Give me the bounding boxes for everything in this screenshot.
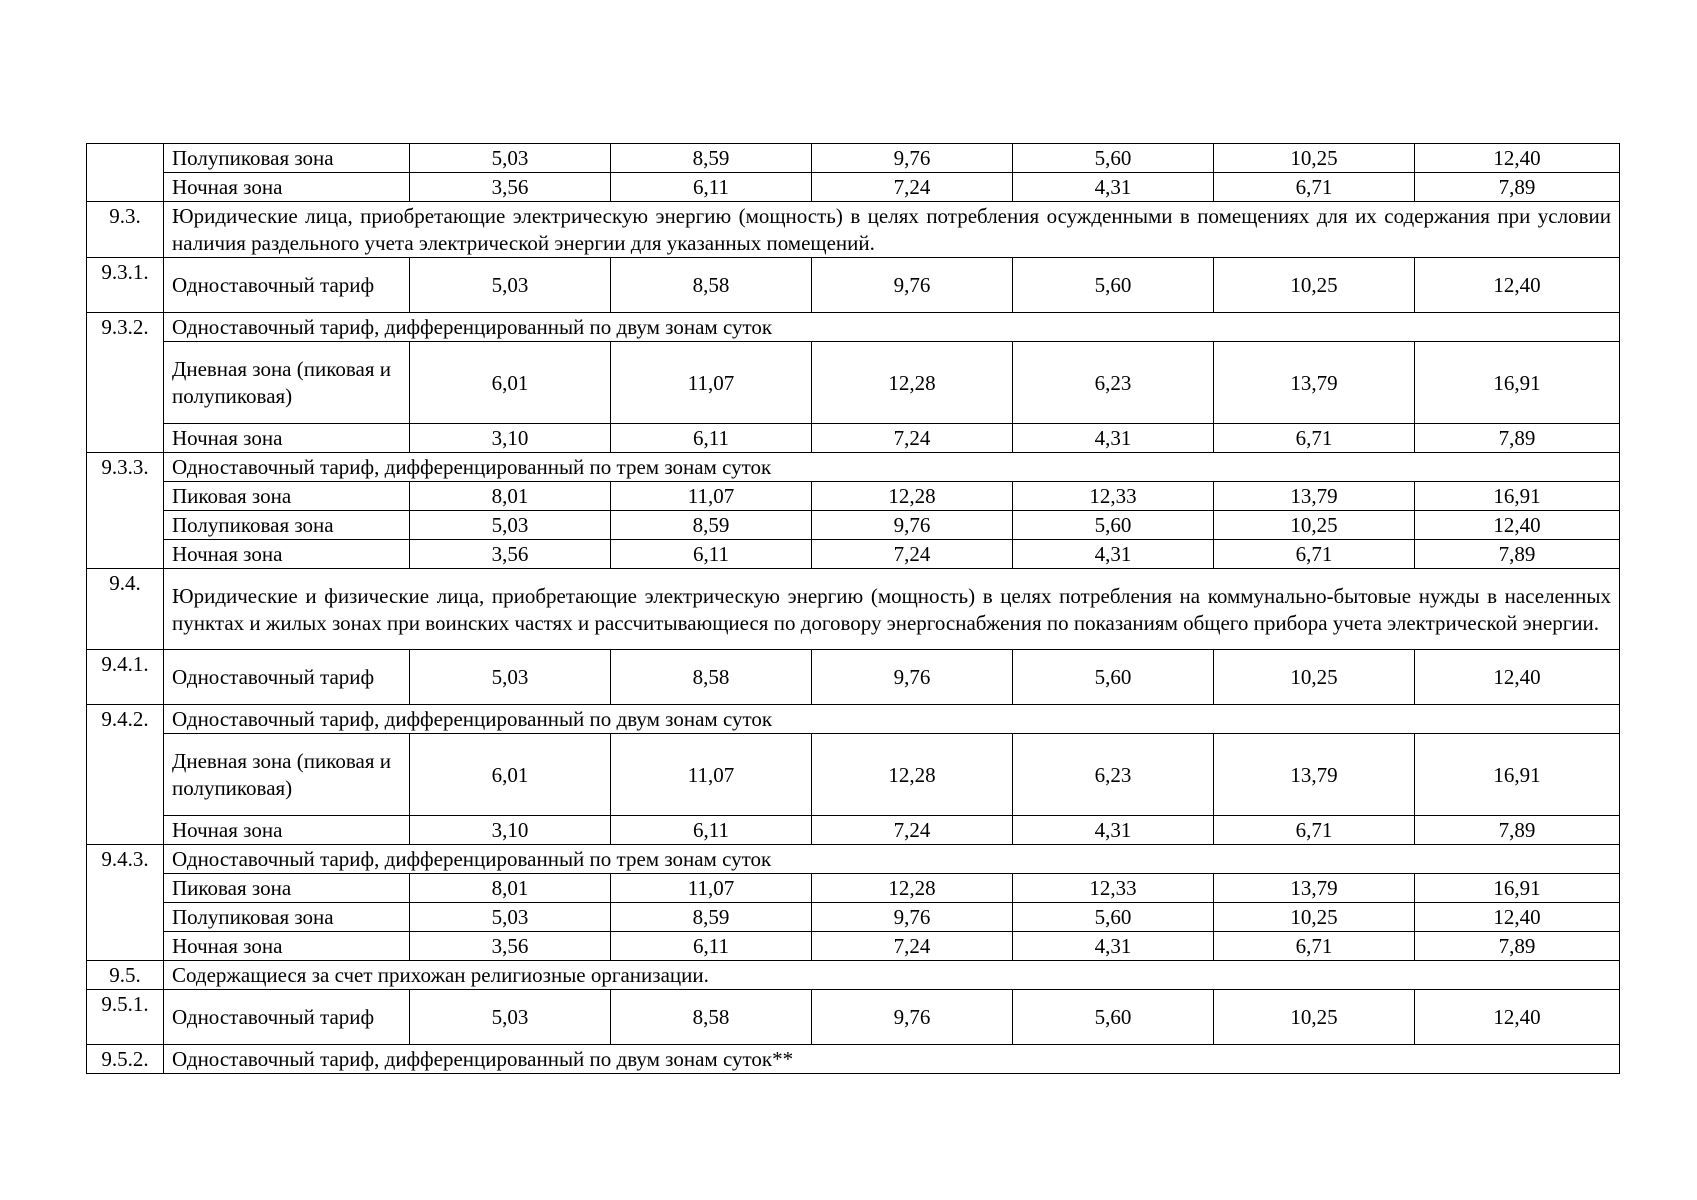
tariff-value: 5,03 — [410, 650, 611, 705]
row-code: 9.4.3. — [87, 845, 164, 961]
tariff-value: 13,79 — [1214, 734, 1415, 816]
section-description: Содержащиеся за счет прихожан религиозные организации. — [164, 961, 1620, 990]
tariff-row — [87, 258, 1620, 313]
tariff-value: 10,25 — [1214, 511, 1415, 540]
row-code: 9.4. — [87, 569, 164, 650]
tariff-value: 6,71 — [1214, 816, 1415, 845]
tariff-row — [87, 734, 1620, 816]
tariff-row — [87, 144, 1620, 173]
row-code: 9.3.1. — [87, 258, 164, 313]
tariff-value: 11,07 — [611, 482, 812, 511]
tariff-name: Полупиковая зона — [164, 903, 410, 932]
tariff-value: 16,91 — [1415, 874, 1620, 903]
tariff-value: 16,91 — [1415, 342, 1620, 424]
section-row — [87, 961, 1620, 990]
tariff-value: 5,60 — [1013, 511, 1214, 540]
tariff-name: Ночная зона — [164, 816, 410, 845]
row-code: 9.3. — [87, 202, 164, 258]
tariff-value: 6,11 — [611, 816, 812, 845]
tariff-row — [87, 342, 1620, 424]
tariff-row — [87, 424, 1620, 453]
row-code: 9.5. — [87, 961, 164, 990]
tariff-value: 6,71 — [1214, 424, 1415, 453]
tariff-value: 6,11 — [611, 424, 812, 453]
tariff-value: 5,60 — [1013, 903, 1214, 932]
row-code: 9.3.2. — [87, 313, 164, 453]
tariff-value: 6,71 — [1214, 932, 1415, 961]
tariff-value: 7,24 — [812, 424, 1013, 453]
section-description: Одноставочный тариф, дифференцированный по двум зонам суток — [164, 705, 1620, 734]
tariff-value: 3,10 — [410, 816, 611, 845]
tariff-table-body — [87, 144, 1620, 1074]
tariff-row — [87, 990, 1620, 1045]
tariff-value: 16,91 — [1415, 482, 1620, 511]
tariff-row — [87, 540, 1620, 569]
row-code — [87, 144, 164, 202]
section-row — [87, 1045, 1620, 1074]
tariff-value: 5,60 — [1013, 144, 1214, 173]
section-row — [87, 845, 1620, 874]
tariff-value: 9,76 — [812, 144, 1013, 173]
tariff-value: 12,33 — [1013, 874, 1214, 903]
tariff-row — [87, 511, 1620, 540]
tariff-value: 8,01 — [410, 482, 611, 511]
row-code: 9.5.1. — [87, 990, 164, 1045]
tariff-value: 10,25 — [1214, 144, 1415, 173]
tariff-value: 7,89 — [1415, 540, 1620, 569]
tariff-row — [87, 932, 1620, 961]
tariff-name: Одноставочный тариф — [164, 258, 410, 313]
tariff-value: 7,89 — [1415, 424, 1620, 453]
tariff-value: 9,76 — [812, 258, 1013, 313]
tariff-name: Ночная зона — [164, 932, 410, 961]
row-code: 9.4.2. — [87, 705, 164, 845]
tariff-value: 10,25 — [1214, 990, 1415, 1045]
tariff-value: 12,40 — [1415, 511, 1620, 540]
section-description: Юридические лица, приобретающие электрическую энергию (мощность) в целях потребления осужденными в помещениях для их содержания при условии наличия раздельного учета электрической энергии для указанных помещений. — [164, 202, 1620, 258]
tariff-value: 11,07 — [611, 734, 812, 816]
section-description: Одноставочный тариф, дифференцированный по двум зонам суток — [164, 313, 1620, 342]
tariff-name: Полупиковая зона — [164, 511, 410, 540]
tariff-value: 11,07 — [611, 342, 812, 424]
tariff-value: 4,31 — [1013, 932, 1214, 961]
tariff-value: 11,07 — [611, 874, 812, 903]
section-row — [87, 313, 1620, 342]
tariff-value: 8,58 — [611, 258, 812, 313]
tariff-value: 4,31 — [1013, 173, 1214, 202]
tariff-value: 12,28 — [812, 342, 1013, 424]
tariff-value: 12,28 — [812, 874, 1013, 903]
tariff-table — [86, 143, 1620, 1074]
tariff-name: Ночная зона — [164, 540, 410, 569]
section-description: Юридические и физические лица, приобретающие электрическую энергию (мощность) в целях потребления на коммунально-бытовые нужды в населенных пунктах и жилых зонах при воинских частях и рассчитывающиеся по договору энергоснабжения по показаниям общего прибора учета электрической энергии. — [164, 569, 1620, 650]
tariff-name: Полупиковая зона — [164, 144, 410, 173]
tariff-value: 12,33 — [1013, 482, 1214, 511]
tariff-value: 13,79 — [1214, 342, 1415, 424]
tariff-value: 6,11 — [611, 932, 812, 961]
tariff-value: 7,89 — [1415, 173, 1620, 202]
tariff-value: 4,31 — [1013, 424, 1214, 453]
tariff-value: 3,10 — [410, 424, 611, 453]
tariff-value: 5,03 — [410, 511, 611, 540]
tariff-value: 13,79 — [1214, 874, 1415, 903]
tariff-value: 5,60 — [1013, 650, 1214, 705]
tariff-row — [87, 482, 1620, 511]
tariff-value: 6,23 — [1013, 342, 1214, 424]
tariff-value: 6,71 — [1214, 173, 1415, 202]
section-row — [87, 705, 1620, 734]
tariff-value: 6,01 — [410, 342, 611, 424]
tariff-value: 12,40 — [1415, 903, 1620, 932]
tariff-name: Пиковая зона — [164, 874, 410, 903]
tariff-value: 5,03 — [410, 990, 611, 1045]
tariff-name: Ночная зона — [164, 173, 410, 202]
tariff-value: 4,31 — [1013, 816, 1214, 845]
tariff-row — [87, 874, 1620, 903]
section-description: Одноставочный тариф, дифференцированный по трем зонам суток — [164, 453, 1620, 482]
tariff-value: 8,01 — [410, 874, 611, 903]
tariff-value: 12,28 — [812, 482, 1013, 511]
tariff-value: 16,91 — [1415, 734, 1620, 816]
tariff-name: Пиковая зона — [164, 482, 410, 511]
tariff-row — [87, 173, 1620, 202]
tariff-value: 9,76 — [812, 650, 1013, 705]
tariff-value: 6,71 — [1214, 540, 1415, 569]
tariff-row — [87, 903, 1620, 932]
tariff-value: 4,31 — [1013, 540, 1214, 569]
tariff-value: 6,23 — [1013, 734, 1214, 816]
tariff-value: 9,76 — [812, 903, 1013, 932]
tariff-value: 10,25 — [1214, 650, 1415, 705]
tariff-value: 13,79 — [1214, 482, 1415, 511]
section-description: Одноставочный тариф, дифференцированный по трем зонам суток — [164, 845, 1620, 874]
tariff-value: 5,03 — [410, 258, 611, 313]
row-code: 9.3.3. — [87, 453, 164, 569]
tariff-value: 7,24 — [812, 173, 1013, 202]
tariff-value: 7,24 — [812, 540, 1013, 569]
tariff-row — [87, 650, 1620, 705]
tariff-value: 3,56 — [410, 932, 611, 961]
tariff-value: 6,01 — [410, 734, 611, 816]
tariff-name: Ночная зона — [164, 424, 410, 453]
section-row — [87, 453, 1620, 482]
tariff-value: 3,56 — [410, 173, 611, 202]
tariff-value: 6,11 — [611, 173, 812, 202]
tariff-value: 9,76 — [812, 990, 1013, 1045]
tariff-value: 12,40 — [1415, 144, 1620, 173]
tariff-value: 12,40 — [1415, 990, 1620, 1045]
tariff-value: 10,25 — [1214, 903, 1415, 932]
tariff-value: 3,56 — [410, 540, 611, 569]
section-row — [87, 202, 1620, 258]
tariff-value: 5,03 — [410, 903, 611, 932]
tariff-value: 7,89 — [1415, 816, 1620, 845]
tariff-value: 12,28 — [812, 734, 1013, 816]
tariff-row — [87, 816, 1620, 845]
tariff-value: 8,58 — [611, 990, 812, 1045]
tariff-value: 5,03 — [410, 144, 611, 173]
tariff-value: 5,60 — [1013, 258, 1214, 313]
tariff-value: 8,59 — [611, 903, 812, 932]
row-code: 9.4.1. — [87, 650, 164, 705]
tariff-value: 7,24 — [812, 932, 1013, 961]
tariff-value: 8,58 — [611, 650, 812, 705]
tariff-name: Дневная зона (пиковая и полупиковая) — [164, 734, 410, 816]
tariff-value: 5,60 — [1013, 990, 1214, 1045]
tariff-value: 7,24 — [812, 816, 1013, 845]
tariff-value: 12,40 — [1415, 258, 1620, 313]
section-description: Одноставочный тариф, дифференцированный по двум зонам суток** — [164, 1045, 1620, 1074]
tariff-value: 6,11 — [611, 540, 812, 569]
tariff-name: Дневная зона (пиковая и полупиковая) — [164, 342, 410, 424]
tariff-value: 12,40 — [1415, 650, 1620, 705]
tariff-value: 9,76 — [812, 511, 1013, 540]
tariff-value: 8,59 — [611, 511, 812, 540]
section-row — [87, 569, 1620, 650]
tariff-name: Одноставочный тариф — [164, 650, 410, 705]
tariff-name: Одноставочный тариф — [164, 990, 410, 1045]
tariff-value: 10,25 — [1214, 258, 1415, 313]
tariff-value: 8,59 — [611, 144, 812, 173]
tariff-value: 7,89 — [1415, 932, 1620, 961]
row-code: 9.5.2. — [87, 1045, 164, 1074]
